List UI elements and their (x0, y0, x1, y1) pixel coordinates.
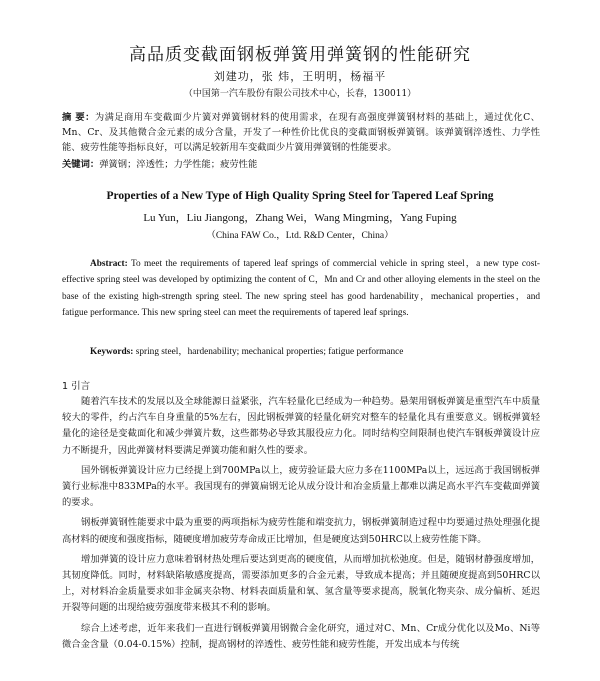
english-keywords-label: Keywords: (90, 347, 134, 357)
chinese-keywords-text: 弹簧钢；淬透性；力学性能；疲劳性能 (99, 159, 258, 170)
english-authors: Lu Yun，Liu Jiangong，Zhang Wei，Wang Mingming，Yang Fuping (143, 212, 457, 224)
chinese-abstract-text: 为满足商用车变截面少片簧对弹簧钢材料的使用需求，在现有高强度弹簧钢材料的基础上，通过优化C、Mn、Cr、及其他微合金元素的成分含量，开发了一种性价比优良的变截面钢板弹簧钢。该弹簧钢淬透性、力学性能、疲劳性能等指标良好，可以满足较新用车变截面少片簧用弹簧钢的性能要求。 (62, 112, 540, 153)
chinese-title: 高品质变截面钢板弹簧用弹簧钢的性能研究 (129, 45, 471, 65)
english-abstract-text: To meet the requirements of tapered leaf springs of commercial vehicle in spring steel，a new type cost-effective spring steel was developed by optimizing the content of C，Mn and Cr and other alloying elements in the steel on the base of the existing high-strength spring steel. The new spring steel has good hardenability，mechanical properties，and fatigue performance. This new spring steel can meet the requirements of tapered leaf springs. (62, 259, 540, 319)
chinese-abstract (62, 110, 540, 155)
body-paragraph: 钢板弹簧钢性能要求中最为重要的两项指标为疲劳性能和端变抗力，钢板弹簧制造过程中均要通过热处理强化提高材料的硬度和强度指标，随硬度增加疲劳寿命成正比增加，但是硬度达到50HRC以上疲劳性能下降。 (62, 517, 540, 545)
chinese-keywords-label: 关键词： (62, 159, 100, 170)
body-text (62, 394, 540, 657)
body-paragraph: 增加弹簧的设计应力意味着钢材热处理后要达到更高的硬度值，从而增加抗松弛度。但是，随钢材静强度增加，其韧度降低。同时，材料缺陷敏感度提高，需要添加更多的合金元素，导致成本提高；并且随硬度提高到50HRC以上，对材料冶金质量要求如非金属夹杂物、材料表面质量和氧、氢含量等要求提高，脱氧化物夹杂、成分偏析、延迟开裂等问题的出现给疲劳强度带来极其不利的影响。 (62, 553, 540, 614)
section-heading-introduction: 1 引言 (62, 381, 91, 392)
english-keywords-text: spring steel，hardenability; mechanical properties; fatigue performance (135, 347, 404, 357)
body-paragraph: 随着汽车技术的发展以及全球能源日益紧张，汽车轻量化已经成为一种趋势。悬架用钢板弹簧是重型汽车中质量较大的零件，约占汽车自身重量的5%左右，因此钢板弹簧的轻量化研究对整车的轻量化具有重要意义。钢板弹簧轻量化的途径是变截面化和减少弹簧片数，这些都势必导致其服役应力化。同时结构空间限制也使汽车钢板弹簧设计应力不断提升，因此弹簧材料要满足弹簧功能和耐久性的要求。 (62, 396, 540, 456)
english-abstract (62, 256, 540, 322)
body-paragraph: 国外钢板弹簧设计应力已经提上到700MPa以上，疲劳验证最大应力多在1100MPa以上，远远高于我国钢板弹簧行业标准中833MPa的水平。我国现有的弹簧扁钢无论从成分设计和冶金质量上都难以满足高水平汽车变截面弹簧的要求。 (62, 464, 540, 509)
english-title: Properties of a New Type of High Quality Spring Steel for Tapered Leaf Spring (106, 190, 494, 202)
chinese-authors: 刘建功，张 炜，王明明，杨福平 (213, 70, 387, 83)
english-affiliation: （China FAW Co.，Ltd. R&D Center，China） (206, 231, 394, 241)
english-keywords (90, 343, 540, 357)
body-paragraph: 综合上述考虑，近年来我们一直进行钢板弹簧用钢微合金化研究，通过对C、Mn、Cr成分优化以及Mo、Ni等微合金含量（0.04-0.15%）控制，提高钢材的淬透性、疲劳性能和疲劳性能，开发出成本与传统 (62, 622, 540, 650)
chinese-affiliation: （中国第一汽车股份有限公司技术中心，长春，130011） (183, 89, 417, 99)
english-abstract-label: Abstract: (90, 259, 128, 269)
chinese-abstract-label: 摘 要： (62, 112, 95, 123)
chinese-keywords (62, 156, 540, 170)
